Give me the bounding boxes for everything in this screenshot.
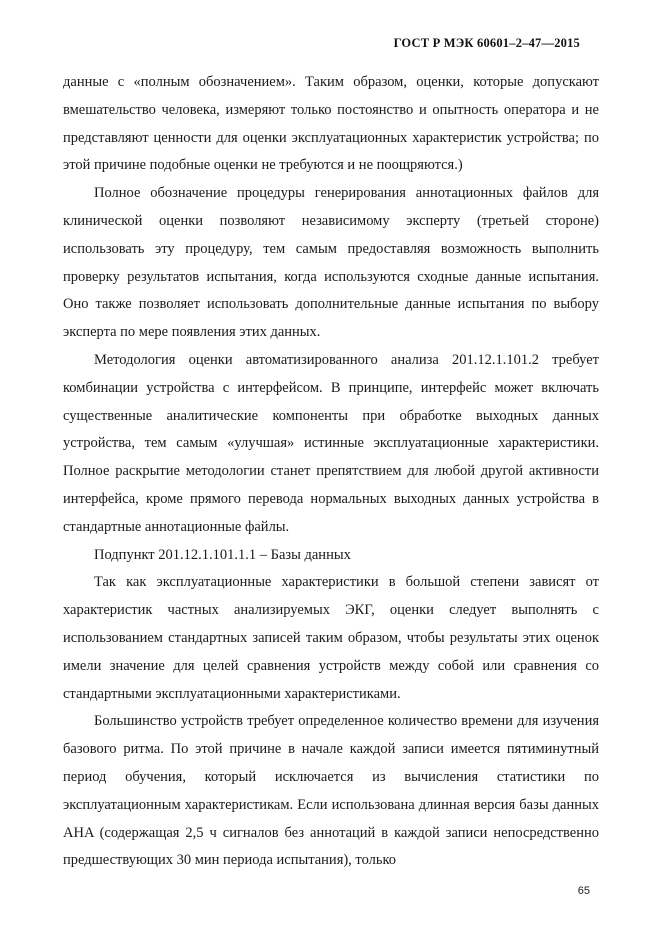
paragraph-databases: Так как эксплуатационные характеристики в большой степени зависят от характеристик частных анализируемых ЭКГ, оценки следует выполнять с использованием стандартных записей таким образом, чтобы результаты этих оценок имели значение для целей сравнения устройств между собой или сравнения со стандартными эксплуатационными характеристиками. — [63, 574, 599, 702]
subclause-heading: Подпункт 201.12.1.101.1.1 – Базы данных — [94, 546, 351, 563]
paragraph-continued: данные с «полным обозначением». Таким образом, оценки, которые допускают вмешательство человека, измеряют только постоянство и опытность оператора и не представляют ценности для оценки эксплуатационных характеристик устройства; по этой причине подобные оценки не требуются и не поощряются.) — [63, 74, 599, 174]
paragraph-learning-period: Большинство устройств требует определенное количество времени для изучения базового ритма. По этой причине в начале каждой записи имеется пятиминутный период обучения, который исключается из вычисления статистики по эксплуатационным характеристикам. Если использована длинная версия базы данных AHA (содержащая 2,5 ч сигналов без аннотаций в каждой записи непосредственно предшествующих 30 мин периода испытания), только — [63, 713, 599, 869]
document-body — [63, 69, 599, 875]
page-number: 65 — [577, 885, 590, 897]
paragraph-annotation-procedure: Полное обозначение процедуры генерирования аннотационных файлов для клинической оценки позволяют независимому эксперту (третьей стороне) использовать эту процедуру, тем самым предоставляя возможность выполнить проверку результатов испытания, когда используются сходные данные испытания. Оно также позволяет использовать дополнительные данные испытания по выбору эксперта по мере появления этих данных. — [63, 185, 599, 341]
paragraph-methodology: Методология оценки автоматизированного анализа 201.12.1.101.2 требует комбинации устройства с интерфейсом. В принципе, интерфейс может включать существенные аналитические компоненты при обработке выходных данных устройства, тем самым «улучшая» истинные эксплуатационные характеристики. Полное раскрытие методологии станет препятствием для любой другой активности интерфейса, кроме прямого перевода нормальных выходных данных устройства в стандартные аннотационные файлы. — [63, 351, 599, 535]
page-header-standard: ГОСТ Р МЭК 60601–2–47—2015 — [393, 36, 580, 50]
